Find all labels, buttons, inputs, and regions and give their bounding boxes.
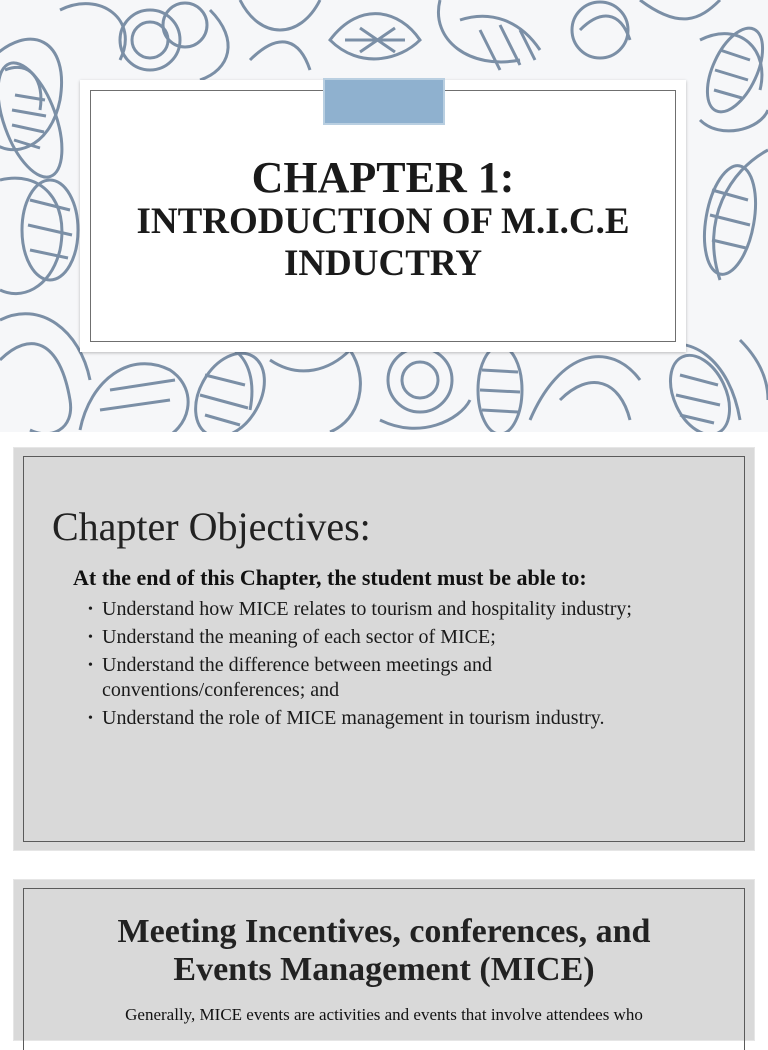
objectives-subheading: At the end of this Chapter, the student must be able to: [73,565,587,590]
bullet-icon: • [88,711,93,726]
title-line-2: INTRODUCTION OF M.I.C.E [136,201,630,242]
mice-slide [14,880,754,1040]
mice-title [24,913,744,989]
mice-title-line-2: Events Management (MICE) [173,951,595,988]
bullet-icon: • [88,658,93,673]
list-item [88,706,688,731]
title-line-1: CHAPTER 1: [251,153,515,202]
title-tab-accent [323,78,445,125]
list-item-text: Understand the difference between meetings and conventions/conferences; and [102,654,493,701]
title-slide [0,0,768,432]
list-item-text: Understand the meaning of each sector of MICE; [102,626,496,648]
objectives-slide [14,448,754,850]
objectives-frame [23,456,745,842]
slide-title [80,155,686,285]
list-item-text: Understand the role of MICE management in tourism industry. [102,707,605,729]
title-line-3: INDUCTRY [283,243,483,284]
list-item-text: Understand how MICE relates to tourism and hospitality industry; [102,598,632,620]
title-box [80,80,686,352]
list-item [88,653,688,703]
mice-body-text: Generally, MICE events are activities and events that involve attendees who [125,1005,643,1024]
mice-title-line-1: Meeting Incentives, conferences, and [117,913,651,950]
bullet-icon: • [88,630,93,645]
objectives-list [88,597,688,734]
list-item [88,625,688,650]
mice-frame [23,888,745,1050]
bullet-icon: • [88,602,93,617]
list-item [88,597,688,622]
objectives-heading: Chapter Objectives: [52,504,371,549]
